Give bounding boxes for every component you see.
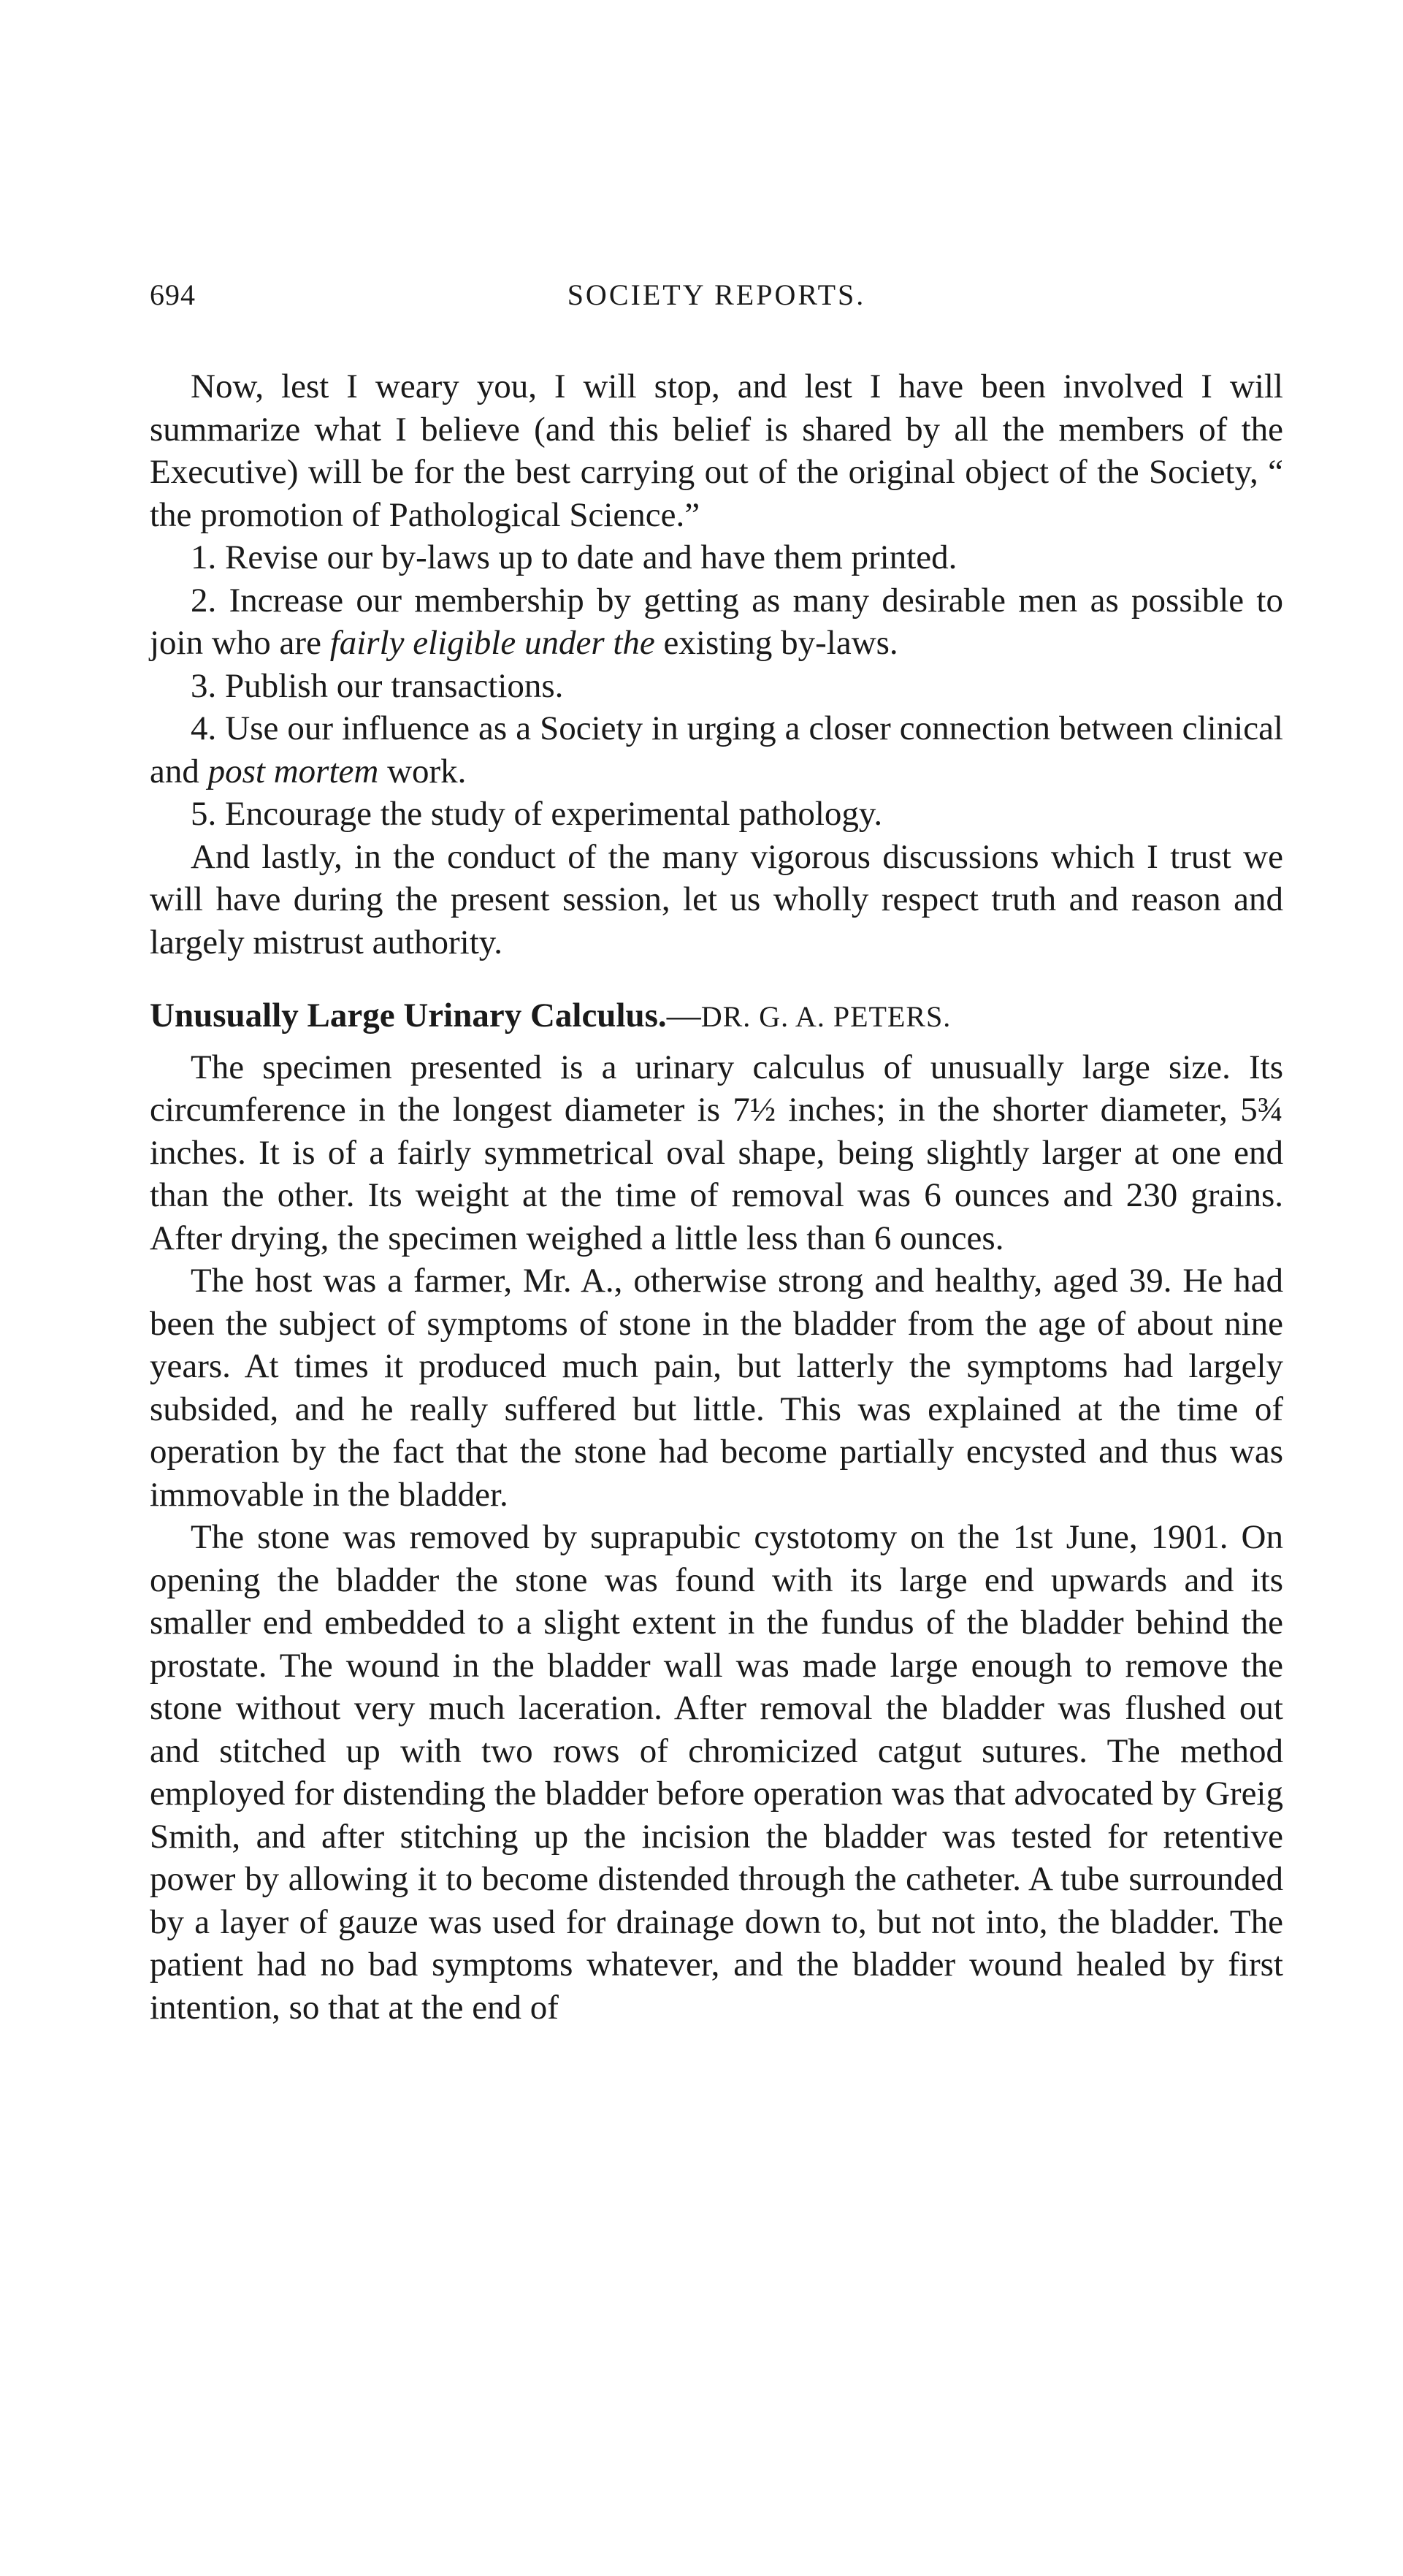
- intro-paragraph: Now, lest I weary you, I will stop, and lest I have been involved I will summarize what I believe (and this belief is shared by all the members of the Executive) will be for the best carrying out of the original object of the Society, “ the promotion of Pathological Science.”: [150, 367, 1283, 534]
- list-item-4-text: 4. Use our influence as a Society in urging a closer connection between clinical and: [150, 709, 1283, 790]
- section-author: DR. G. A. PETERS.: [700, 1000, 952, 1033]
- list-item-2-text: 2. Increase our membership by getting as many desirable men as possible to join who are: [150, 581, 1283, 662]
- list-item-3: 3. Publish our transactions.: [191, 666, 564, 705]
- section-heading: [150, 994, 1283, 1039]
- section-title: Unusually Large Urinary Calculus.: [150, 997, 667, 1034]
- list-item-4: [150, 707, 1283, 793]
- running-head: [150, 278, 1283, 329]
- list-item-2-end: existing by-laws.: [654, 624, 898, 662]
- list-item-2: [150, 579, 1283, 665]
- list-item-1: 1. Revise our by-laws up to date and have them printed.: [191, 538, 957, 576]
- closing-paragraph: And lastly, in the conduct of the many vigorous discussions which I trust we will have during the present session, let us wholly respect truth and reason and largely mistrust authority.: [150, 837, 1283, 961]
- case-paragraph-host: The host was a farmer, Mr. A., otherwise strong and healthy, aged 39. He had been the subject of symptoms of stone in the bladder from the age of about nine years. At times it produced much pain, but latterly the symptoms had largely subsided, and he really suffered but little. This was explained at the time of operation by the fact that the stone had become partially encysted and thus was immovable in the bladder.: [150, 1262, 1283, 1514]
- list-item-4-italic: post mortem: [207, 752, 379, 790]
- running-title: SOCIETY REPORTS.: [567, 278, 866, 311]
- case-paragraph-operation: The stone was removed by suprapubic cystotomy on the 1st June, 1901. On opening the bladder the stone was found with its large end upwards and its smaller end embedded to a slight extent in the fundus of the bladder behind the prostate. The wound in the bladder wall was made large enough to remove the stone without very much laceration. After removal the bladder was flushed out and stitched up with two rows of chromicized catgut sutures. The method employed for distending the bladder before operation was that advocated by Greig Smith, and after stitching up the incision the bladder was tested for retentive power by allowing it to become distended through the catheter. A tube surrounded by a layer of gauze was used for drainage down to, but not into, the bladder. The patient had no bad symptoms whatever, and the bladder wound healed by first intention, so that at the end of: [150, 1518, 1283, 2027]
- list-item-5: 5. Encourage the study of experimental pathology.: [191, 795, 883, 833]
- page-number: 694: [150, 278, 196, 311]
- page: [150, 278, 1283, 2029]
- body-text: [150, 365, 1283, 2029]
- list-item-4-end: work.: [378, 752, 467, 790]
- list-item-2-italic: fairly eligible under the: [329, 624, 655, 662]
- section-dash: —: [666, 997, 701, 1034]
- case-paragraph-specimen: The specimen presented is a urinary calculus of unusually large size. Its circumference in the longest diameter is 7½ inches; in the shorter diameter, 5¾ inches. It is of a fairly symmetrical oval shape, being slightly larger at one end than the other. Its weight at the time of removal was 6 ounces and 230 grains. After drying, the specimen weighed a little less than 6 ounces.: [150, 1048, 1283, 1257]
